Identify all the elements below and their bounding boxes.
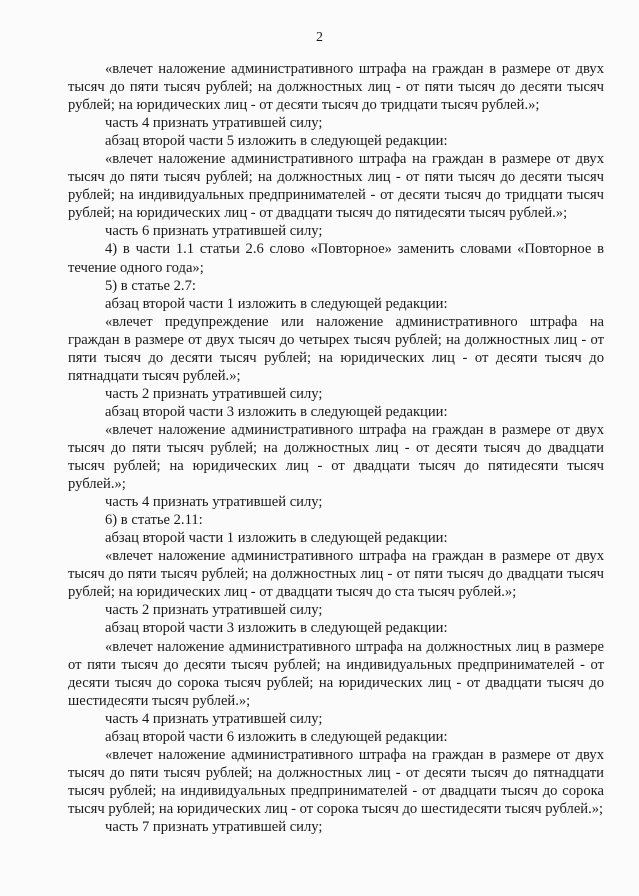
paragraph: 4) в части 1.1 статьи 2.6 слово «Повторное» заменить словами «Повторное в течение одного года»; [68, 241, 604, 276]
paragraph: часть 2 признать утратившей силу; [105, 385, 323, 402]
paragraph: часть 4 признать утратившей силу; [105, 494, 323, 511]
paragraph: абзац второй части 1 изложить в следующей редакции: [105, 530, 448, 547]
paragraph: «влечет предупреждение или наложение административного штрафа на граждан в размере от двух тысяч до четырех тысяч рублей; на должностных лиц - от пяти тысяч до десяти тысяч рублей; на юридических лиц - от десяти тысяч до пятнадцати тысяч рублей.»; [68, 313, 604, 384]
paragraph: абзац второй части 6 изложить в следующей редакции: [105, 728, 448, 745]
paragraph: часть 7 признать утратившей силу; [105, 818, 323, 835]
paragraph: часть 2 признать утратившей силу; [105, 602, 323, 619]
paragraph: часть 4 признать утратившей силу; [105, 710, 323, 727]
paragraph: часть 4 признать утратившей силу; [105, 115, 323, 132]
paragraph: «влечет наложение административного штрафа на граждан в размере от двух тысяч до пяти тысяч рублей; на должностных лиц - от десяти тысяч до двадцати тысяч рублей; на юридических лиц - от двадцати тысяч до пятидесяти тысяч рублей.»; [68, 421, 604, 493]
page-number: 2 [316, 30, 323, 45]
paragraph: «влечет наложение административного штрафа на должностных лиц в размере от пяти тысяч до десяти тысяч рублей; на индивидуальных предпринимателей - от десяти тысяч до сорока тысяч рублей; на юридических лиц - от двадцати тысяч до шестидесяти тысяч рублей.»; [68, 638, 604, 709]
paragraph: 6) в статье 2.11: [105, 512, 203, 529]
paragraph: абзац второй части 3 изложить в следующей редакции: [105, 403, 448, 420]
paragraph: 5) в статье 2.7: [105, 277, 196, 294]
paragraph: часть 6 признать утратившей силу; [105, 223, 323, 240]
paragraph: абзац второй части 5 изложить в следующей редакции: [105, 133, 448, 150]
paragraph: абзац второй части 1 изложить в следующей редакции: [105, 295, 448, 312]
paragraph: «влечет наложение административного штрафа на граждан в размере от двух тысяч до пяти тысяч рублей; на должностных лиц - от пяти тысяч до десяти тысяч рублей; на юридических лиц - от десяти тысяч до тридцати тысяч рублей.»; [68, 61, 604, 114]
paragraph: «влечет наложение административного штрафа на граждан в размере от двух тысяч до пяти тысяч рублей; на должностных лиц - от десяти тысяч до пятнадцати тысяч рублей; на индивидуальных предпринимателей - от двадцати тысяч до сорока тысяч рублей; на юридических лиц - от сорока тысяч до шестидесяти тысяч рублей.»; [68, 746, 604, 817]
paragraph: «влечет наложение административного штрафа на граждан в размере от двух тысяч до пяти тысяч рублей; на должностных лиц - от пяти тысяч до десяти тысяч рублей; на индивидуальных предпринимателей - от десяти тысяч до тридцати тысяч рублей; на юридических лиц - от двадцати тысяч до пятидесяти тысяч рублей.»; [68, 151, 604, 222]
paragraph: «влечет наложение административного штрафа на граждан в размере от двух тысяч до пяти тысяч рублей; на должностных лиц - от пяти тысяч до двадцати тысяч рублей; на юридических лиц - от двадцати тысяч до ста тысяч рублей.»; [68, 548, 604, 601]
paragraph: абзац второй части 3 изложить в следующей редакции: [105, 620, 448, 637]
document-body [68, 60, 604, 836]
